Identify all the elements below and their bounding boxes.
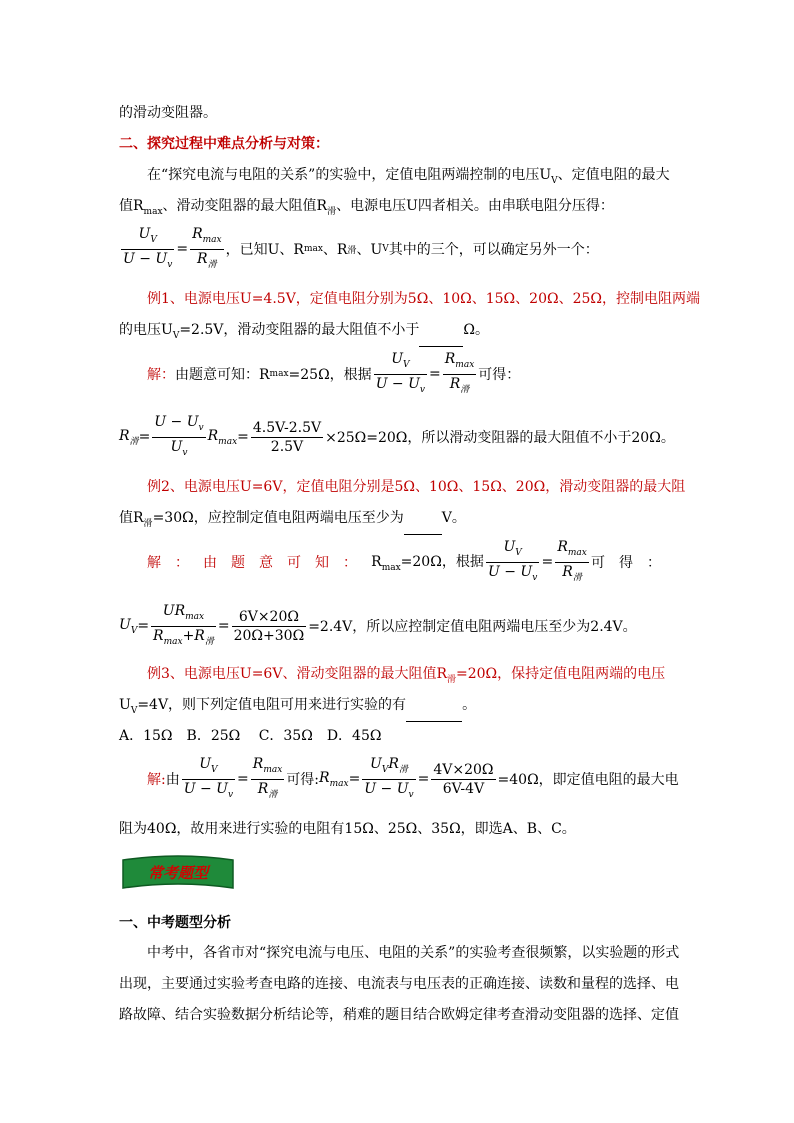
fraction: $\frac{U_V}{U - U_v}$: [183, 755, 234, 800]
answer-blank[interactable]: [419, 332, 463, 347]
fraction: $\frac{6V\times 20\Omega}{20\Omega+30\Omega}$: [233, 608, 305, 644]
solution-line: 解： 由题意可知：R max =25Ω，根据 $\frac{U_V}{U - U_v}$ = $\frac{R_{max}}{R_滑}$ 可得：: [147, 352, 707, 396]
fraction: $\frac{R_{max}}{R_滑}$: [444, 350, 475, 395]
fraction: $\frac{UR_{max}}{R_{max}+R_滑}$: [153, 602, 214, 647]
solution-line: 解: 由 $\frac{U_V}{U - U_v}$ = $\frac{R_{max}}{R_滑}$ 可得: $R_{max}$ = $\frac{U_VR_滑}{U - U_v}$ = $\frac{4V\times 20\Omega}{6V-4V}$ =40Ω，即定值电阻的最大电: [147, 756, 707, 802]
section-badge: [121, 852, 235, 894]
text-line: 的滑动变阻器。: [119, 105, 217, 121]
paragraph-line: 值$R_{max}$、滑动变阻器的最大阻值$R_滑$、电源电压U四者相关。由串联电阻分压得：: [119, 198, 614, 217]
fraction: $\frac{R_{max}}{R_滑}$: [252, 755, 283, 800]
solution-line: 阻为40Ω，故用来进行实验的电阻有15Ω、25Ω、35Ω，即选A、B、C。: [119, 821, 576, 837]
fraction: $\frac{U_V}{U - U_v}$: [375, 350, 426, 395]
fraction: $\frac{U_V}{U - U_v}$: [123, 225, 173, 270]
fraction: $\frac{U - U_v}{U_v}$: [154, 413, 204, 458]
section-heading: 一、中考题型分析: [119, 915, 231, 931]
paragraph-line: 中考中，各省市对“探究电流与电压、电阻的关系”的实验考查很频繁，以实验题的形式: [147, 945, 680, 961]
fraction: $\frac{U_V}{U - U_v}$: [487, 538, 538, 583]
solution-line: $R_滑$ = $\frac{U - U_v}{U_v}$ $R_{max}$ = $\frac{4.5V-2.5V}{2.5V}$ ×25Ω=20Ω，所以滑动变阻器的最大阻值不小于20Ω。: [119, 414, 679, 460]
fraction: $\frac{U_VR_滑}{U - U_v}$: [364, 755, 414, 800]
fraction: $\frac{R_{max}}{R_滑}$: [557, 538, 587, 583]
solution-line: 解：由题意可知： $R_{max}=20\Omega$，根据 $\frac{U_V}{U - U_v}$ = $\frac{R_{max}}{R_滑}$ 可得：: [147, 540, 675, 584]
options-line: A．15Ω B．25Ω C．35Ω D．45Ω: [119, 728, 382, 744]
example-line: 的电压$U_V=2.5V$，滑动变阻器的最大阻值不小于 Ω。: [119, 319, 675, 347]
paragraph-line: 出现，主要通过实验考查电路的连接、电流表与电压表的正确连接、读数和量程的选择、电: [119, 976, 679, 992]
example-line: 例1、电源电压U=4.5V，定值电阻分别为5Ω、10Ω、15Ω、20Ω、25Ω，控制电阻两端: [147, 291, 701, 307]
example-line: 值$R_滑=30\Omega$，应控制定值电阻两端电压至少为 V。: [119, 507, 675, 535]
example-line: 例3、电源电压U=6V、滑动变阻器的最大阻值$R_滑=20\Omega$，保持定值电阻两端的电压: [147, 666, 666, 685]
fraction: $\frac{R_{max}}{R_滑}$: [192, 225, 222, 270]
section-heading: 二、探究过程中难点分析与对策：: [119, 136, 329, 152]
paragraph-line: 路故障、结合实验数据分析结论等，稍难的题目结合欧姆定律考查滑动变阻器的选择、定值: [119, 1007, 679, 1023]
solution-line: $U_V$ = $\frac{UR_{max}}{R_{max}+R_滑}$ = $\frac{6V\times 20\Omega}{20\Omega+30\Omega}$ =2.4V，所以应控制定值电阻两端电压至少为2.4V。: [119, 603, 679, 649]
svg-text:常考题型: 常考题型: [147, 864, 209, 882]
paragraph-line: 在“探究电流与电阻的关系”的实验中，定值电阻两端控制的电压$U_V$、定值电阻的最大: [147, 167, 670, 186]
formula-line: $\frac{U_V}{U - U_v}$ = $\frac{R_{max}}{R_滑}$ ，已知U、R max 、R 滑 、U V 其中的三个，可以确定另外一个：: [119, 226, 679, 272]
answer-blank[interactable]: [404, 520, 442, 535]
fraction: $\frac{4V\times 20\Omega}{6V-4V}$: [433, 761, 494, 797]
example-line: 例2、电源电压U=6V，定值电阻分别是5Ω、10Ω、15Ω、20Ω，滑动变阻器的最大阻: [147, 479, 686, 495]
fraction: $\frac{4.5V-2.5V}{2.5V}$: [252, 419, 322, 455]
example-line: $U_V=4V$，则下列定值电阻可用来进行实验的有 。: [119, 694, 675, 722]
answer-blank[interactable]: [406, 707, 462, 722]
